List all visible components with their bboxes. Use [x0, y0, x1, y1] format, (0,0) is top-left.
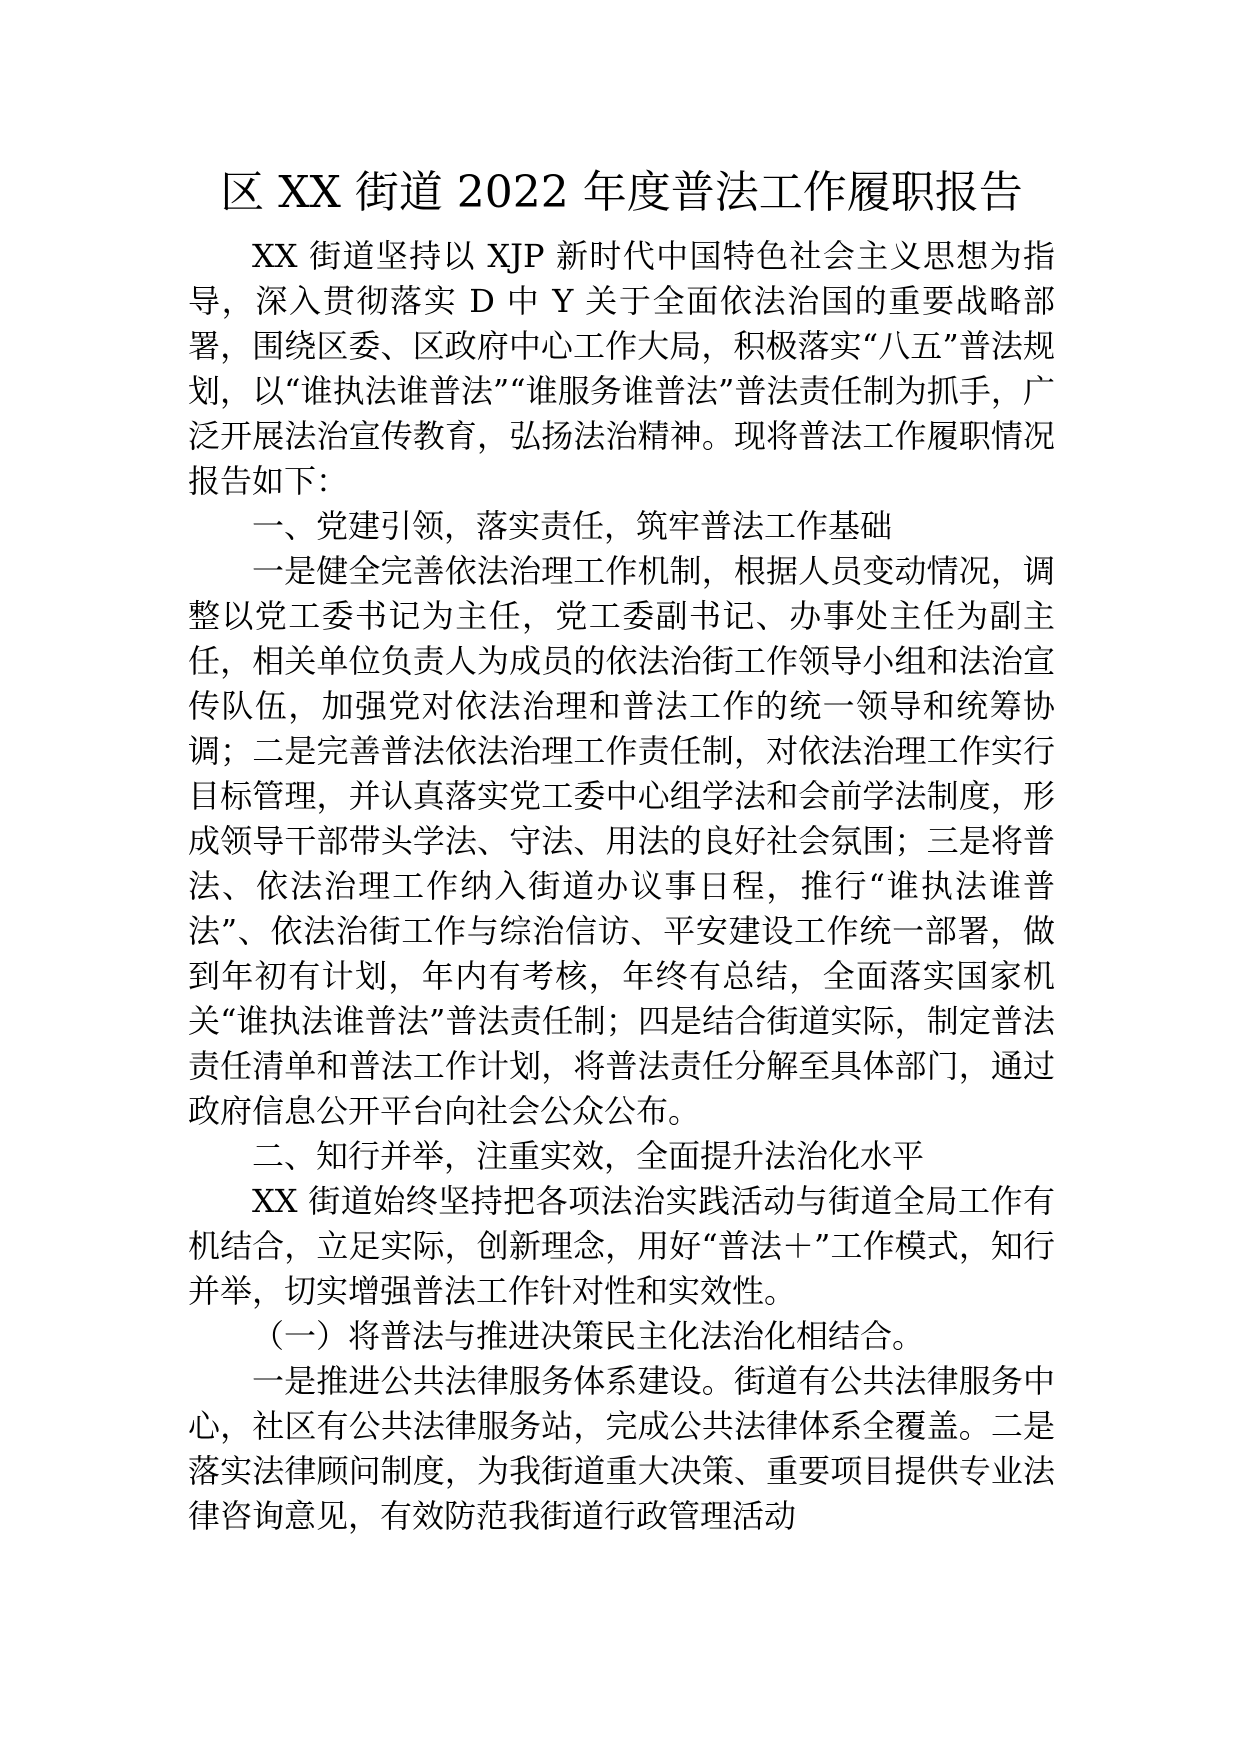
document-title: 区 XX 街道 2022 年度普法工作履职报告: [220, 167, 1023, 218]
subsection-1-paragraph: 一是推进公共法律服务体系建设。街道有公共法律服务中心，社区有公共法律服务站，完成公共法律体系全覆盖。二是落实法律顾问制度，为我街道重大决策、重要项目提供专业法律咨询意见，有效防范我街道行政管理活动: [188, 1362, 1055, 1535]
section-heading-1: 一、党建引领，落实责任，筑牢普法工作基础: [252, 507, 893, 545]
intro-paragraph: XX 街道坚持以 XJP 新时代中国特色社会主义思想为指导，深入贯彻落实 D 中 Y 关于全面依法治国的重要战略部署，围绕区委、区政府中心工作大局，积极落实“八五”普法规划，以“谁执法谁普法”“谁服务谁普法”普法责任制为抓手，广泛开展法治宣传教育，弘扬法治精神。现将普法工作履职情况报告如下：: [188, 237, 1055, 500]
subsection-heading-1: （一）将普法与推进决策民主化法治化相结合。: [252, 1317, 925, 1355]
section-1-paragraph: 一是健全完善依法治理工作机制，根据人员变动情况，调整以党工委书记为主任，党工委副书记、办事处主任为副主任，相关单位负责人为成员的依法治街工作领导小组和法治宣传队伍，加强党对依法治理和普法工作的统一领导和统筹协调；二是完善普法依法治理工作责任制，对依法治理工作实行目标管理，并认真落实党工委中心组学法和会前学法制度，形成领导干部带头学法、守法、用法的良好社会氛围；三是将普法、依法治理工作纳入街道办议事日程，推行“谁执法谁普法”、依法治街工作与综治信访、平安建设工作统一部署，做到年初有计划，年内有考核，年终有总结，全面落实国家机关“谁执法谁普法”普法责任制；四是结合街道实际，制定普法责任清单和普法工作计划，将普法责任分解至具体部门，通过政府信息公开平台向社会公众公布。: [188, 552, 1055, 1130]
section-2-paragraph: XX 街道始终坚持把各项法治实践活动与街道全局工作有机结合，立足实际，创新理念，用好“普法＋”工作模式，知行并举，切实增强普法工作针对性和实效性。: [188, 1182, 1055, 1310]
document-page: [188, 162, 1055, 1539]
section-heading-2: 二、知行并举，注重实效，全面提升法治化水平: [252, 1137, 925, 1175]
